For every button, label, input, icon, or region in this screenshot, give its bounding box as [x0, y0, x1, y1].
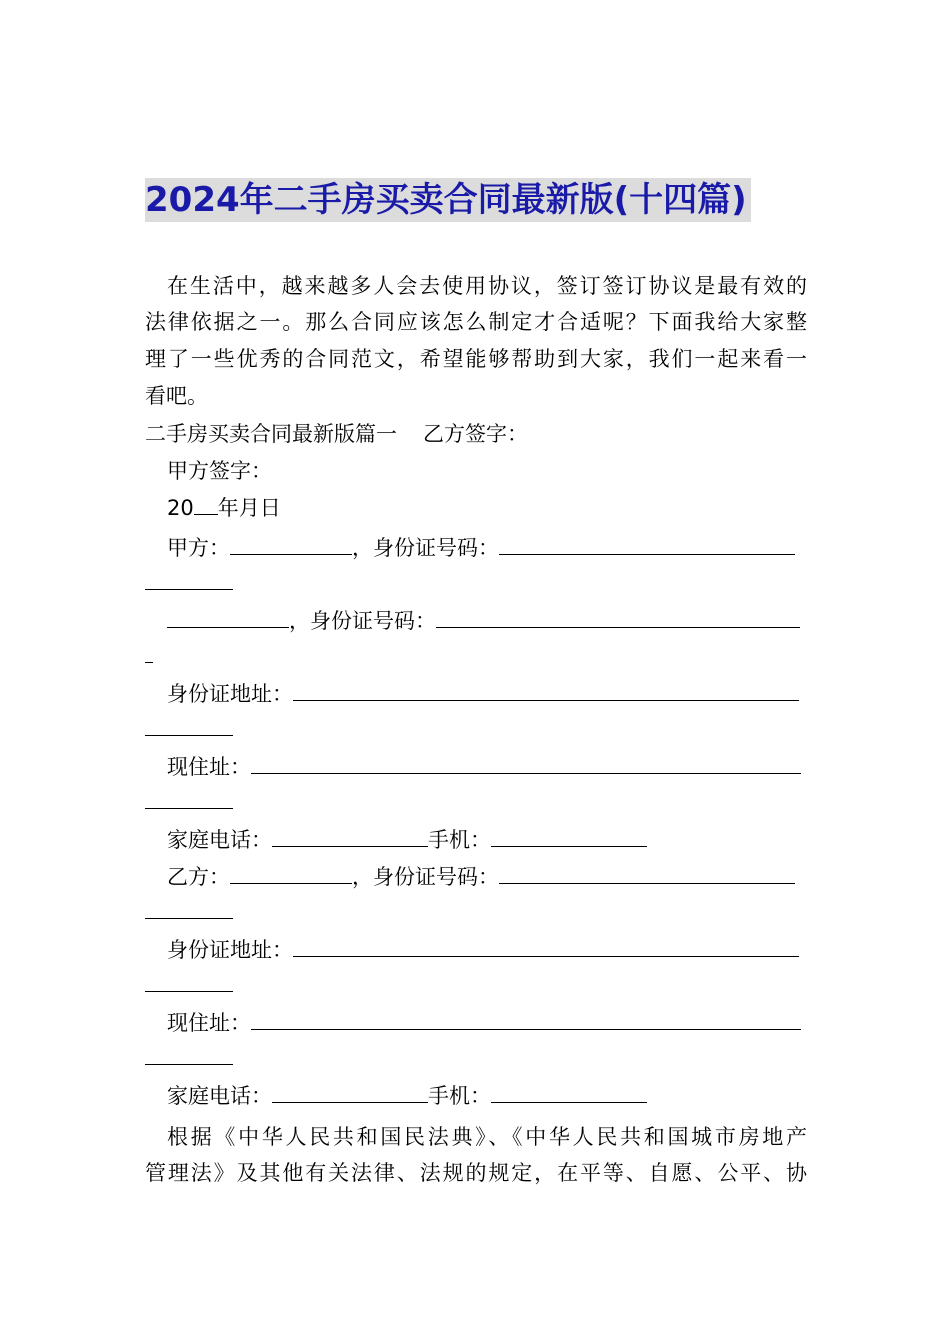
- intro-line-2: 法律依据之一。那么合同应该怎么制定才合适呢？下面我给大家整: [145, 310, 807, 334]
- party-b-phone-row: [145, 1078, 807, 1114]
- party-a-home-phone-blank[interactable]: [272, 824, 428, 847]
- party-b-mobile-blank[interactable]: [491, 1080, 647, 1103]
- party-b-row: [145, 859, 807, 895]
- party-b-id-address-blank[interactable]: [293, 934, 799, 957]
- intro-line-3: 理了一些优秀的合同范文，希望能够帮助到大家，我们一起来看一: [145, 347, 807, 371]
- party-a-id-blank-continued[interactable]: [145, 588, 233, 590]
- party-b-mobile-label: 手机：: [428, 1084, 491, 1108]
- party-a-mobile-label: 手机：: [428, 828, 491, 852]
- intro-line-1: 在生活中，越来越多人会去使用协议，签订签订协议是最有效的: [167, 274, 807, 298]
- party-b-signature-label: 乙方签字：: [423, 422, 528, 446]
- party-a-current-address-label: 现住址：: [167, 755, 251, 779]
- party-a-id-label: ，身份证号码：: [352, 536, 499, 560]
- party-b-id-address-row: [145, 932, 807, 968]
- party-b-current-address-label: 现住址：: [167, 1011, 251, 1035]
- date-year-prefix: 20: [167, 496, 194, 520]
- party-b-id-address-label: 身份证地址：: [167, 938, 293, 962]
- party-a-current-address-blank[interactable]: [251, 751, 801, 774]
- second-person-row: [145, 603, 807, 639]
- second-person-id-label: ，身份证号码：: [289, 609, 436, 633]
- party-a-current-address-row: [145, 749, 807, 785]
- law-line-2: 管理法》及其他有关法律、法规的规定，在平等、自愿、公平、协: [145, 1161, 807, 1185]
- party-b-id-blank[interactable]: [499, 861, 795, 884]
- second-person-name-blank[interactable]: [167, 605, 289, 628]
- party-a-name-blank[interactable]: [230, 532, 352, 555]
- party-b-current-address-row: [145, 1005, 807, 1041]
- second-person-id-blank-continued[interactable]: [145, 661, 153, 663]
- party-b-id-address-blank-continued[interactable]: [145, 990, 233, 992]
- section-heading-line: [145, 416, 807, 452]
- party-b-id-blank-continued[interactable]: [145, 917, 233, 919]
- party-a-label: 甲方：: [167, 536, 230, 560]
- party-a-phone-row: [145, 822, 807, 858]
- party-b-home-phone-blank[interactable]: [272, 1080, 428, 1103]
- date-year-blank[interactable]: [194, 492, 218, 515]
- party-b-name-blank[interactable]: [230, 861, 352, 884]
- party-b-home-phone-label: 家庭电话：: [167, 1084, 272, 1108]
- party-a-id-address-blank-continued[interactable]: [145, 734, 233, 736]
- party-b-label: 乙方：: [167, 865, 230, 889]
- law-line-1: 根据《中华人民共和国民法典》、《中华人民共和国城市房地产: [167, 1125, 807, 1149]
- party-a-id-address-row: [145, 676, 807, 712]
- party-a-id-address-label: 身份证地址：: [167, 682, 293, 706]
- document-title: 2024年二手房买卖合同最新版(十四篇): [145, 178, 751, 222]
- party-a-home-phone-label: 家庭电话：: [167, 828, 272, 852]
- party-b-current-address-blank[interactable]: [251, 1007, 801, 1030]
- date-suffix: 年月日: [217, 496, 281, 520]
- party-a-current-address-blank-continued[interactable]: [145, 807, 233, 809]
- second-person-id-blank[interactable]: [436, 605, 800, 628]
- party-a-signature-label: 甲方签字：: [167, 459, 272, 483]
- party-a-id-blank[interactable]: [499, 532, 795, 555]
- party-b-current-address-blank-continued[interactable]: [145, 1063, 233, 1065]
- intro-line-4: 看吧。: [145, 384, 208, 408]
- date-line: [145, 490, 807, 526]
- party-a-mobile-blank[interactable]: [491, 824, 647, 847]
- section-heading: 二手房买卖合同最新版篇一: [145, 422, 397, 446]
- party-a-row: [145, 530, 807, 566]
- party-b-id-label: ，身份证号码：: [352, 865, 499, 889]
- party-a-id-address-blank[interactable]: [293, 678, 799, 701]
